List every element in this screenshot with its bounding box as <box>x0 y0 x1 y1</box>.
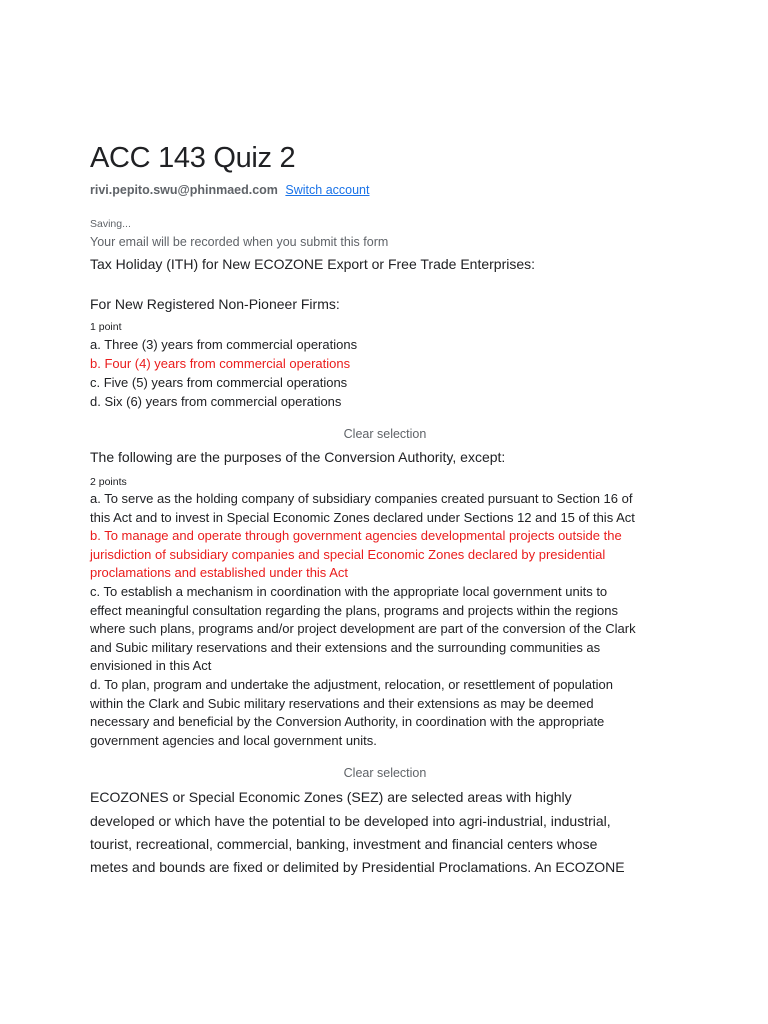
option-b[interactable] <box>90 527 680 583</box>
option-line: and Subic military reservations and their extensions and the surrounding communities as <box>90 639 601 655</box>
question-line: tourist, recreational, commercial, banking, investment and financial centers whose <box>90 835 598 852</box>
saving-status: Saving... <box>90 218 131 230</box>
option-line: jurisdiction of subsidiary companies and special Economic Zones declared by presidential <box>90 546 606 562</box>
account-email: rivi.pepito.swu@phinmaed.com <box>90 183 278 197</box>
option-c[interactable] <box>90 583 680 676</box>
question-text: Tax Holiday (ITH) for New ECOZONE Export or Free Trade Enterprises: For New Registered Non-Pioneer Firms: <box>90 256 536 312</box>
option-line: effect meaningful consultation regarding the plans, programs and projects within the regions <box>90 602 619 618</box>
option-c[interactable]: c. Five (5) years from commercial operations <box>90 375 348 390</box>
email-record-note: Your email will be recorded when you submit this form <box>90 235 389 249</box>
option-line: c. To establish a mechanism in coordination with the appropriate local government units to <box>90 583 608 599</box>
option-line: where such plans, programs and/or project development are part of the conversion of the Clark <box>90 621 636 637</box>
form-content <box>90 138 680 880</box>
question-line: developed or which have the potential to be developed into agri-industrial, industrial, <box>90 812 611 829</box>
question-3 <box>90 786 680 879</box>
switch-account-link[interactable]: Switch account <box>285 183 370 197</box>
option-line: d. To plan, program and undertake the adjustment, relocation, or resettlement of population <box>90 676 613 692</box>
option-d[interactable] <box>90 676 680 750</box>
option-line: envisioned in this Act <box>90 658 212 674</box>
question-line: ECOZONES or Special Economic Zones (SEZ) are selected areas with highly <box>90 789 572 806</box>
account-row <box>90 181 680 199</box>
question-1 <box>90 254 680 443</box>
question-text <box>90 786 680 879</box>
option-line: proclamations and established under this Act <box>90 565 348 581</box>
option-line: b. To manage and operate through government agencies developmental projects outside the <box>90 528 622 544</box>
question-points: 2 points <box>90 476 127 488</box>
option-list <box>90 490 680 750</box>
option-a[interactable] <box>90 490 680 527</box>
option-line: this Act and to invest in Special Economic Zones declared under Sections 12 and 15 of this Act <box>90 509 635 525</box>
clear-selection-button[interactable]: Clear selection <box>343 766 427 781</box>
form-title: ACC 143 Quiz 2 <box>90 142 296 174</box>
question-text: The following are the purposes of the Conversion Authority, except: <box>90 449 506 465</box>
option-line: necessary and beneficial by the Conversion Authority, in coordination with the appropriate <box>90 714 605 730</box>
question-2 <box>90 447 680 782</box>
option-list <box>90 335 680 411</box>
option-d[interactable]: d. Six (6) years from commercial operations <box>90 394 342 409</box>
question-points: 1 point <box>90 321 122 333</box>
option-line: government agencies and local government units. <box>90 732 377 748</box>
question-line: metes and bounds are fixed or delimited by Presidential Proclamations. An ECOZONE <box>90 859 625 876</box>
option-line: a. To serve as the holding company of subsidiary companies created pursuant to Section 16 of <box>90 491 633 506</box>
option-line: within the Clark and Subic military reservations and their extensions as may be deemed <box>90 695 594 711</box>
clear-selection-button[interactable]: Clear selection <box>343 427 427 441</box>
option-a[interactable]: a. Three (3) years from commercial operations <box>90 337 358 352</box>
option-b[interactable]: b. Four (4) years from commercial operations <box>90 356 351 371</box>
